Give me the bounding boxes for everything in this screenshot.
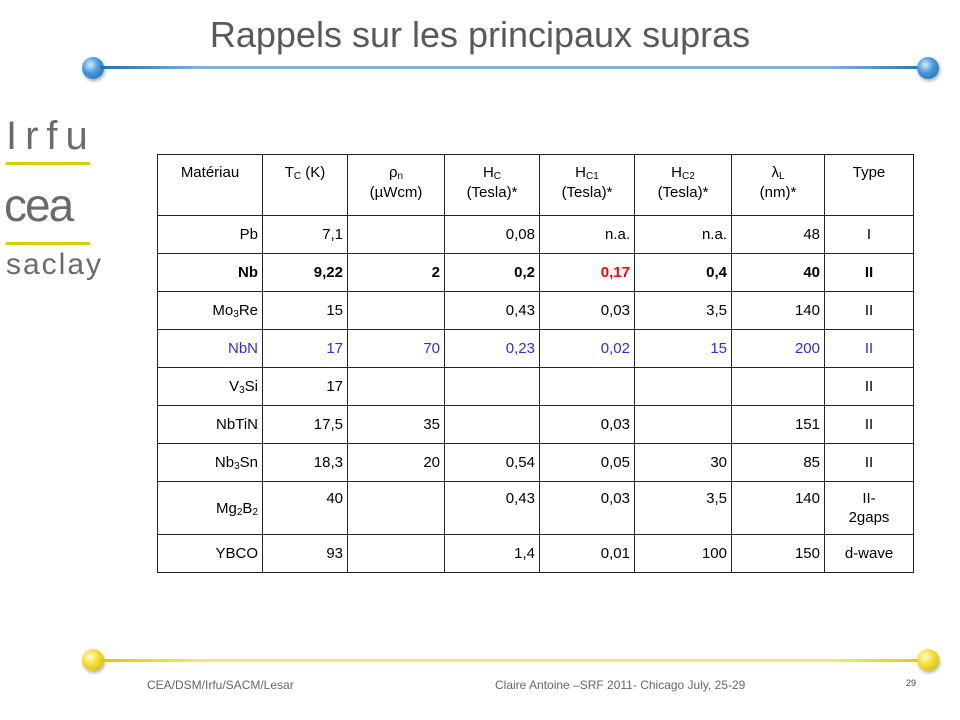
cell-type: d-wave [825, 535, 914, 573]
header-type: Type [825, 155, 914, 216]
cell-hc1: 0,03 [540, 482, 635, 535]
bottom-divider [100, 659, 932, 662]
cell-hc2: 30 [635, 444, 732, 482]
header-hc1: $H_{C1}$ (Tesla)* [540, 155, 635, 216]
cell-hc2: 3,5 [635, 292, 732, 330]
cell-materiau: $Mo_3Re$ [158, 292, 263, 330]
cell-type: I [825, 216, 914, 254]
table-row [158, 216, 914, 254]
cell-materiau: $Nb_3Sn$ [158, 444, 263, 482]
superconductor-table [157, 154, 914, 573]
cell-hc1 [540, 368, 635, 406]
cell-lambda: 140 [732, 292, 825, 330]
cell-materiau: Pb [158, 216, 263, 254]
cell-hc1: 0,17 [540, 254, 635, 292]
cell-rho [348, 216, 445, 254]
header-lambda: $\lambda_L$ (nm)* [732, 155, 825, 216]
cell-tc: 18,3 [263, 444, 348, 482]
cell-rho [348, 482, 445, 535]
cell-lambda: 140 [732, 482, 825, 535]
table-row [158, 254, 914, 292]
cell-rho: 2 [348, 254, 445, 292]
cell-hc: 1,4 [445, 535, 540, 573]
cell-rho [348, 292, 445, 330]
table-row [158, 444, 914, 482]
cell-hc: 0,2 [445, 254, 540, 292]
cell-hc: 0,08 [445, 216, 540, 254]
cell-lambda: 200 [732, 330, 825, 368]
cell-hc2: 100 [635, 535, 732, 573]
logo-cea-text: cea [4, 179, 73, 231]
header-rho: $\rho_n$ (µWcm) [348, 155, 445, 216]
cell-type: II [825, 406, 914, 444]
cell-hc2: 0,4 [635, 254, 732, 292]
cell-hc1: n.a. [540, 216, 635, 254]
cell-tc: 17 [263, 330, 348, 368]
logo-saclay-text: saclay [6, 248, 104, 281]
header-tc: $T_C$ (K) [263, 155, 348, 216]
cell-tc: 17 [263, 368, 348, 406]
table-row [158, 292, 914, 330]
table-row [158, 482, 914, 535]
cell-lambda: 150 [732, 535, 825, 573]
cell-materiau: Nb [158, 254, 263, 292]
cell-materiau: $Mg_2B_2$ [158, 482, 263, 535]
header-hc: $H_C$ (Tesla)* [445, 155, 540, 216]
irfu-cea-saclay-logo [0, 112, 104, 287]
cell-rho [348, 535, 445, 573]
cell-lambda: 48 [732, 216, 825, 254]
page-title: Rappels sur les principaux supras [209, 14, 751, 55]
table-header-row [158, 155, 914, 216]
cell-hc1: 0,03 [540, 406, 635, 444]
cell-hc1: 0,05 [540, 444, 635, 482]
cell-lambda: 151 [732, 406, 825, 444]
cell-materiau: $V_3Si$ [158, 368, 263, 406]
cell-hc1: 0,02 [540, 330, 635, 368]
cell-type: II [825, 444, 914, 482]
cell-type: II [825, 330, 914, 368]
cell-hc [445, 368, 540, 406]
table-row [158, 535, 914, 573]
cell-hc: 0,54 [445, 444, 540, 482]
cell-hc1: 0,01 [540, 535, 635, 573]
table-row [158, 368, 914, 406]
cell-tc: 15 [263, 292, 348, 330]
cell-rho: 20 [348, 444, 445, 482]
top-right-bullet-icon [917, 57, 939, 79]
cell-materiau: YBCO [158, 535, 263, 573]
table-row [158, 330, 914, 368]
logo-divider [6, 242, 90, 245]
footer-event: Claire Antoine –SRF 2011- Chicago July, 25-29 [495, 678, 746, 692]
header-hc2: $H_{C2}$ (Tesla)* [635, 155, 732, 216]
cell-hc2 [635, 368, 732, 406]
cell-hc2 [635, 406, 732, 444]
table-row [158, 406, 914, 444]
cell-lambda [732, 368, 825, 406]
cell-hc [445, 406, 540, 444]
cell-hc2: 3,5 [635, 482, 732, 535]
cell-hc1: 0,03 [540, 292, 635, 330]
cell-hc2: n.a. [635, 216, 732, 254]
top-divider [100, 66, 932, 69]
cell-tc: 40 [263, 482, 348, 535]
logo-irfu-text: Irfu [6, 114, 96, 158]
cell-rho: 70 [348, 330, 445, 368]
cell-lambda: 85 [732, 444, 825, 482]
cell-hc2: 15 [635, 330, 732, 368]
cell-tc: 9,22 [263, 254, 348, 292]
cell-type: II [825, 254, 914, 292]
cell-rho: 35 [348, 406, 445, 444]
cell-lambda: 40 [732, 254, 825, 292]
cell-hc: 0,43 [445, 292, 540, 330]
header-materiau: Matériau [158, 155, 263, 216]
cell-materiau: NbTiN [158, 406, 263, 444]
cell-type: II [825, 368, 914, 406]
cell-type: II [825, 292, 914, 330]
cell-hc: 0,23 [445, 330, 540, 368]
logo-divider [6, 162, 90, 165]
page-number: 29 [906, 678, 917, 688]
footer-organization: CEA/DSM/Irfu/SACM/Lesar [147, 678, 294, 692]
cell-hc: 0,43 [445, 482, 540, 535]
cell-rho [348, 368, 445, 406]
cell-type: II- 2gaps [825, 482, 914, 535]
bottom-right-bullet-icon [917, 649, 939, 671]
cell-tc: 93 [263, 535, 348, 573]
cell-materiau: NbN [158, 330, 263, 368]
cell-tc: 7,1 [263, 216, 348, 254]
cell-tc: 17,5 [263, 406, 348, 444]
